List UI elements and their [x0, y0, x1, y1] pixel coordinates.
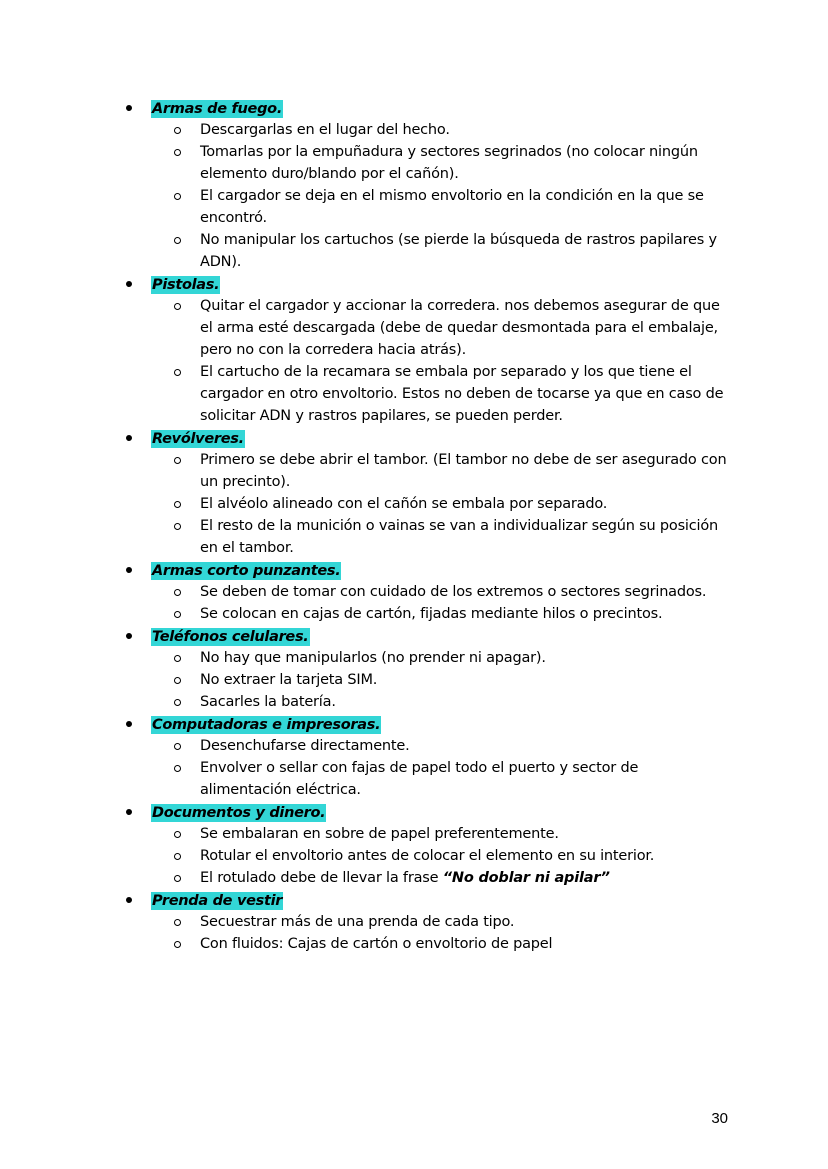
list-item — [0, 361, 828, 427]
circle-bullet-icon — [174, 501, 181, 508]
list-item-text: No extraer la tarjeta SIM. — [200, 672, 378, 688]
section-heading-row — [0, 625, 828, 647]
list-item-text: Se deben de tomar con cuidado de los extremos o sectores segrinados. — [200, 584, 707, 600]
list-item — [0, 933, 828, 955]
emphasized-phrase: “No doblar ni apilar” — [442, 870, 610, 886]
sub-list — [0, 119, 828, 273]
list-item — [0, 911, 828, 933]
section-heading: Armas corto punzantes. — [152, 563, 341, 579]
section-computadoras-e-impresoras — [0, 713, 828, 801]
list-item — [0, 845, 828, 867]
section-telefonos-celulares — [0, 625, 828, 713]
circle-bullet-icon — [174, 237, 181, 244]
list-item — [0, 603, 828, 625]
list-item-text: Descargarlas en el lugar del hecho. — [200, 122, 450, 138]
list-item — [0, 691, 828, 713]
section-heading: Computadoras e impresoras. — [152, 717, 381, 733]
circle-bullet-icon — [174, 149, 181, 156]
circle-bullet-icon — [174, 831, 181, 838]
list-item-text: El alvéolo alineado con el cañón se embala por separado. — [200, 496, 608, 512]
list-item-text: Rotular el envoltorio antes de colocar el elemento en su interior. — [200, 848, 655, 864]
sub-list — [0, 911, 828, 955]
circle-bullet-icon — [174, 523, 181, 530]
bullet-dot-icon — [126, 633, 132, 639]
circle-bullet-icon — [174, 699, 181, 706]
bullet-dot-icon — [126, 281, 132, 287]
list-item — [0, 823, 828, 845]
section-revolveres — [0, 427, 828, 559]
circle-bullet-icon — [174, 127, 181, 134]
list-item — [0, 867, 828, 889]
section-heading: Armas de fuego. — [152, 101, 283, 117]
circle-bullet-icon — [174, 765, 181, 772]
list-item — [0, 449, 828, 493]
circle-bullet-icon — [174, 369, 181, 376]
sub-list — [0, 449, 828, 559]
circle-bullet-icon — [174, 941, 181, 948]
circle-bullet-icon — [174, 589, 181, 596]
list-item — [0, 757, 828, 801]
list-item-text: El cartucho de la recamara se embala por separado y los que tiene el cargador en otro envoltorio. Estos no deben de tocarse ya que en caso de solicitar ADN y rastros papilares, se pueden perder. — [200, 364, 724, 424]
bullet-dot-icon — [126, 897, 132, 903]
list-item-text: Envolver o sellar con fajas de papel todo el puerto y sector de alimentación eléctrica. — [200, 760, 639, 798]
list-item-text: Quitar el cargador y accionar la corredera. nos debemos asegurar de que el arma esté descargada (debe de quedar desmontada para el embalaje, pero no con la corredera hacia atrás). — [200, 298, 720, 358]
sub-list — [0, 581, 828, 625]
section-documentos-y-dinero — [0, 801, 828, 889]
section-heading-row — [0, 97, 828, 119]
circle-bullet-icon — [174, 193, 181, 200]
circle-bullet-icon — [174, 655, 181, 662]
list-item — [0, 185, 828, 229]
section-heading: Revólveres. — [152, 431, 244, 447]
section-heading-row — [0, 273, 828, 295]
list-item — [0, 515, 828, 559]
list-item-text: Se embalaran en sobre de papel preferentemente. — [200, 826, 559, 842]
circle-bullet-icon — [174, 853, 181, 860]
list-item — [0, 119, 828, 141]
list-item — [0, 141, 828, 185]
circle-bullet-icon — [174, 875, 181, 882]
list-item — [0, 669, 828, 691]
list-item-text: Tomarlas por la empuñadura y sectores segrinados (no colocar ningún elemento duro/blando por el cañón). — [200, 144, 698, 182]
circle-bullet-icon — [174, 677, 181, 684]
list-item — [0, 581, 828, 603]
sub-list — [0, 735, 828, 801]
section-prenda-de-vestir — [0, 889, 828, 955]
sub-list — [0, 295, 828, 427]
section-heading-row — [0, 801, 828, 823]
list-item — [0, 647, 828, 669]
section-armas-corto-punzantes — [0, 559, 828, 625]
circle-bullet-icon — [174, 743, 181, 750]
list-item-text: Desenchufarse directamente. — [200, 738, 410, 754]
section-heading-row — [0, 427, 828, 449]
circle-bullet-icon — [174, 611, 181, 618]
section-heading-row — [0, 713, 828, 735]
section-heading: Teléfonos celulares. — [152, 629, 309, 645]
sub-list — [0, 647, 828, 713]
list-item-text: El rotulado debe de llevar la frase — [200, 870, 443, 886]
list-item-text: Primero se debe abrir el tambor. (El tambor no debe de ser asegurado con un precinto). — [200, 452, 727, 490]
list-item-text: Sacarles la batería. — [200, 694, 336, 710]
list-item — [0, 493, 828, 515]
list-item-text: No manipular los cartuchos (se pierde la búsqueda de rastros papilares y ADN). — [200, 232, 717, 270]
page-number: 30 — [711, 1110, 728, 1127]
list-item-text: El resto de la munición o vainas se van a individualizar según su posición en el tambor. — [200, 518, 719, 556]
list-item-text: Se colocan en cajas de cartón, fijadas mediante hilos o precintos. — [200, 606, 663, 622]
section-heading: Pistolas. — [152, 277, 220, 293]
list-item-text: El cargador se deja en el mismo envoltorio en la condición en la que se encontró. — [200, 188, 704, 226]
section-heading-row — [0, 559, 828, 581]
circle-bullet-icon — [174, 457, 181, 464]
circle-bullet-icon — [174, 303, 181, 310]
bullet-dot-icon — [126, 567, 132, 573]
bullet-dot-icon — [126, 809, 132, 815]
section-heading: Prenda de vestir — [152, 893, 283, 909]
section-heading: Documentos y dinero. — [152, 805, 326, 821]
list-item — [0, 229, 828, 273]
list-item — [0, 295, 828, 361]
section-pistolas — [0, 273, 828, 427]
list-item-text: Secuestrar más de una prenda de cada tipo. — [200, 914, 515, 930]
sub-list — [0, 823, 828, 889]
bullet-dot-icon — [126, 105, 132, 111]
list-item — [0, 735, 828, 757]
circle-bullet-icon — [174, 919, 181, 926]
document-body — [0, 97, 828, 955]
section-heading-row — [0, 889, 828, 911]
list-item-text: No hay que manipularlos (no prender ni apagar). — [200, 650, 546, 666]
bullet-dot-icon — [126, 435, 132, 441]
bullet-dot-icon — [126, 721, 132, 727]
list-item-text: Con fluidos: Cajas de cartón o envoltorio de papel — [200, 936, 553, 952]
section-armas-de-fuego — [0, 97, 828, 273]
